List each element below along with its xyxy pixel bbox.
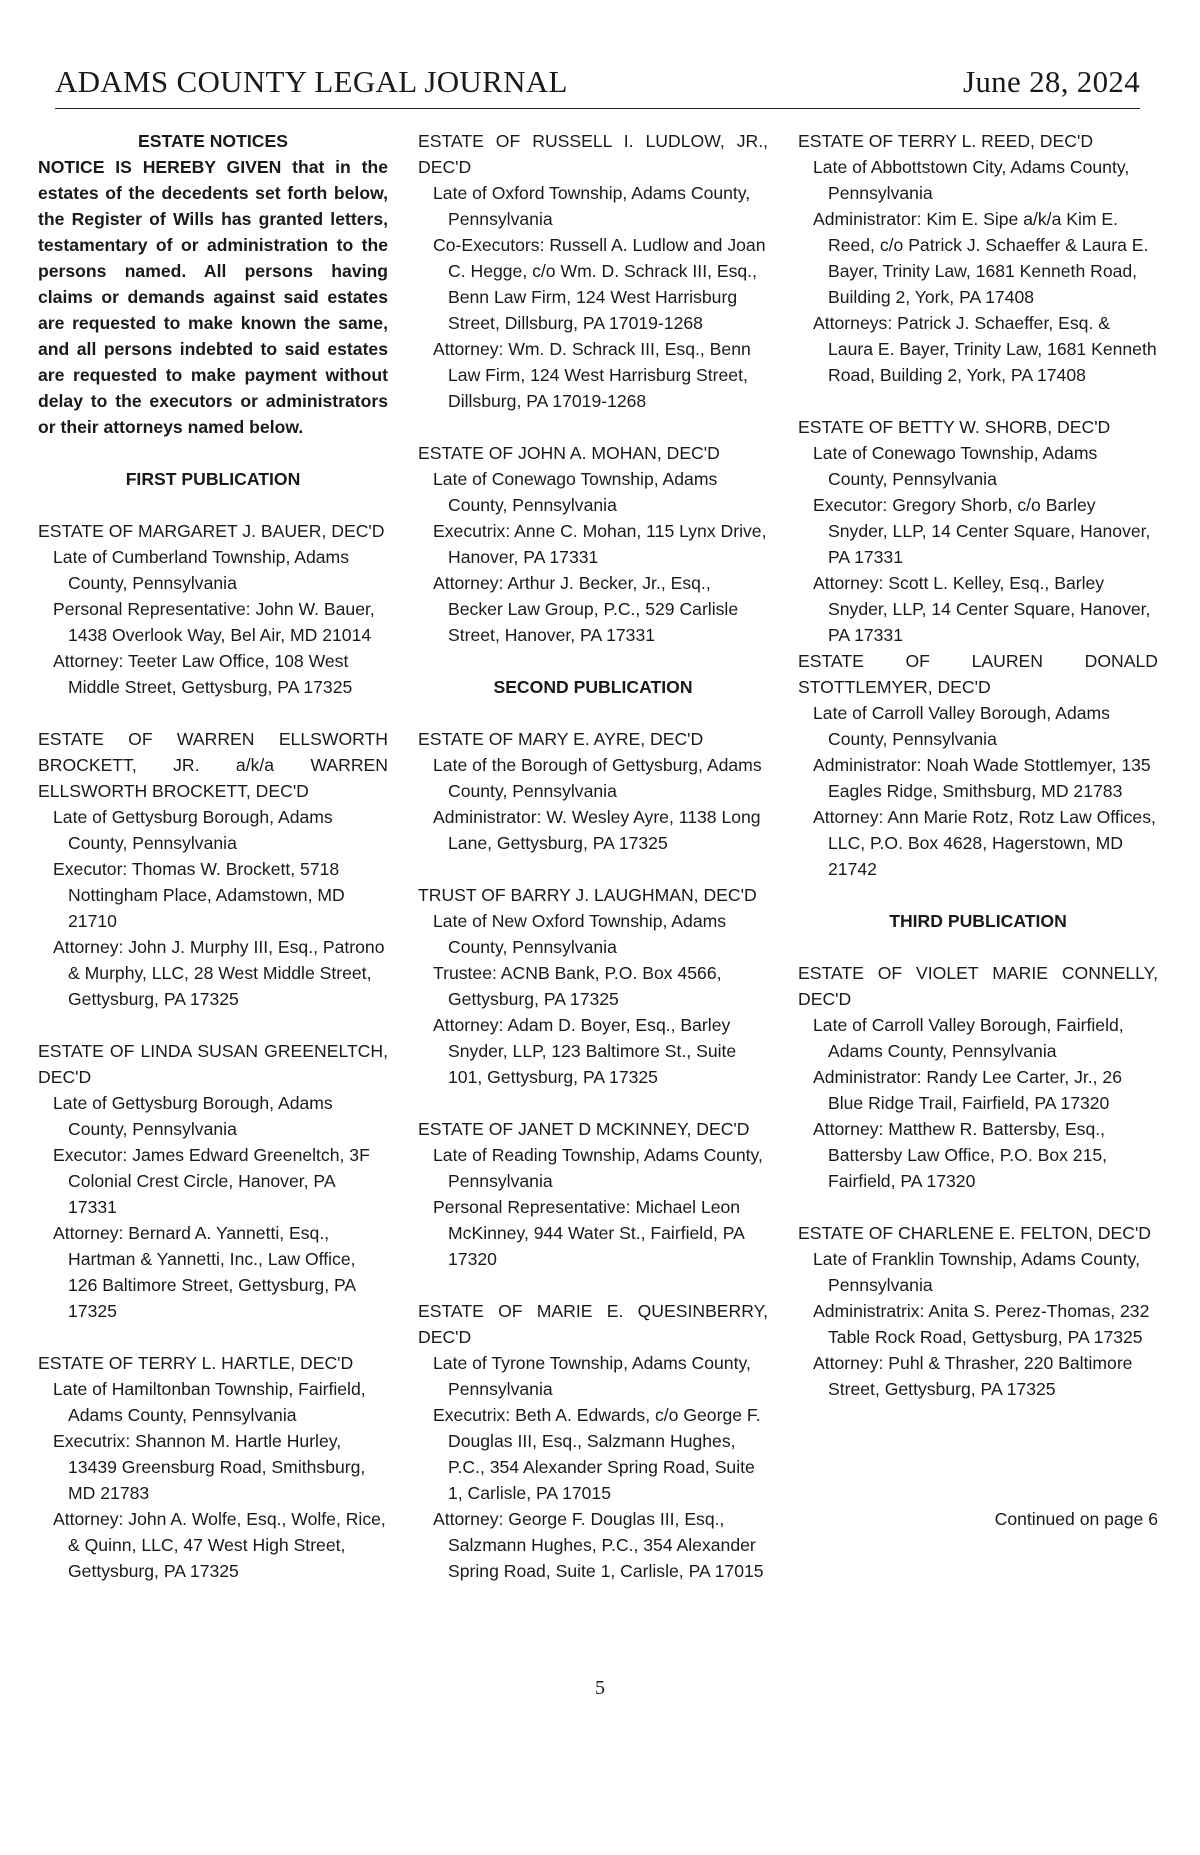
column-1 — [38, 128, 388, 1584]
estate-notice — [798, 648, 1158, 882]
estate-title: ESTATE OF MARGARET J. BAUER, DEC'D — [38, 521, 385, 541]
estate-notice — [798, 960, 1158, 1194]
column-2 — [418, 128, 768, 1584]
estate-residence: Late of Conewago Township, Adams County, Pennsylvania — [433, 469, 718, 515]
estate-residence: Late of Oxford Township, Adams County, Pennsylvania — [433, 183, 751, 229]
estate-representative: Administrator: W. Wesley Ayre, 1138 Long Lane, Gettysburg, PA 17325 — [433, 807, 761, 853]
estate-notice — [418, 882, 768, 1090]
estate-representative: Executor: James Edward Greeneltch, 3F Colonial Crest Circle, Hanover, PA 17331 — [53, 1145, 370, 1217]
estate-residence: Late of Carroll Valley Borough, Fairfield, Adams County, Pennsylvania — [813, 1015, 1124, 1061]
estate-representative: Executor: Gregory Shorb, c/o Barley Snyder, LLP, 14 Center Square, Hanover, PA 17331 — [813, 495, 1151, 567]
estate-attorney: Attorney: John J. Murphy III, Esq., Patrono & Murphy, LLC, 28 West Middle Street, Gettysburg, PA 17325 — [53, 937, 385, 1009]
masthead — [55, 62, 1140, 109]
estate-residence: Late of Tyrone Township, Adams County, Pennsylvania — [433, 1353, 751, 1399]
estate-notice — [38, 518, 388, 700]
estate-title: ESTATE OF LINDA SUSAN GREENELTCH, DEC'D — [38, 1041, 388, 1087]
estate-residence: Late of the Borough of Gettysburg, Adams County, Pennsylvania — [433, 755, 762, 801]
estate-notice — [418, 1116, 768, 1272]
estate-attorney: Attorneys: Patrick J. Schaeffer, Esq. & Laura E. Bayer, Trinity Law, 1681 Kenneth Road, Building 2, York, PA 17408 — [813, 313, 1157, 385]
page-number: 5 — [595, 1677, 605, 1699]
estate-attorney: Attorney: Teeter Law Office, 108 West Middle Street, Gettysburg, PA 17325 — [53, 651, 353, 697]
estate-notice — [798, 414, 1158, 648]
estate-title: TRUST OF BARRY J. LAUGHMAN, DEC'D — [418, 885, 757, 905]
estate-residence: Late of New Oxford Township, Adams County, Pennsylvania — [433, 911, 727, 957]
estate-representative: Executor: Thomas W. Brockett, 5718 Nottingham Place, Adamstown, MD 21710 — [53, 859, 345, 931]
second-publication-heading: SECOND PUBLICATION — [493, 677, 693, 697]
estate-attorney: Attorney: Bernard A. Yannetti, Esq., Hartman & Yannetti, Inc., Law Office, 126 Baltimore Street, Gettysburg, PA 17325 — [53, 1223, 356, 1321]
estate-title: ESTATE OF LAUREN DONALD STOTTLEMYER, DEC'D — [798, 651, 1158, 697]
estate-representative: Executrix: Beth A. Edwards, c/o George F. Douglas III, Esq., Salzmann Hughes, P.C., 354 Alexander Spring Road, Suite 1, Carlisle, PA 17015 — [433, 1405, 761, 1503]
estate-residence: Late of Cumberland Township, Adams County, Pennsylvania — [53, 547, 350, 593]
estate-notice — [38, 1350, 388, 1584]
estate-notices-heading: ESTATE NOTICES — [138, 131, 288, 151]
estate-attorney: Attorney: Scott L. Kelley, Esq., Barley Snyder, LLP, 14 Center Square, Hanover, PA 17331 — [813, 573, 1151, 645]
estate-attorney: Attorney: Wm. D. Schrack III, Esq., Benn Law Firm, 124 West Harrisburg Street, Dillsburg, PA 17019-1268 — [433, 339, 751, 411]
estate-residence: Late of Reading Township, Adams County, Pennsylvania — [433, 1145, 763, 1191]
estate-title: ESTATE OF BETTY W. SHORB, DEC'D — [798, 417, 1111, 437]
estate-title: ESTATE OF JOHN A. MOHAN, DEC'D — [418, 443, 720, 463]
estate-notice — [38, 1038, 388, 1324]
estate-representative: Administratrix: Anita S. Perez-Thomas, 232 Table Rock Road, Gettysburg, PA 17325 — [813, 1301, 1150, 1347]
issue-date: June 28, 2024 — [963, 64, 1140, 99]
estate-title: ESTATE OF RUSSELL I. LUDLOW, JR., DEC'D — [418, 131, 768, 177]
estate-residence: Late of Conewago Township, Adams County, Pennsylvania — [813, 443, 1098, 489]
estate-attorney: Attorney: Arthur J. Becker, Jr., Esq., Becker Law Group, P.C., 529 Carlisle Street, Hanover, PA 17331 — [433, 573, 739, 645]
third-publication-heading: THIRD PUBLICATION — [889, 911, 1067, 931]
estate-attorney: Attorney: Puhl & Thrasher, 220 Baltimore Street, Gettysburg, PA 17325 — [813, 1353, 1133, 1399]
estate-title: ESTATE OF MARY E. AYRE, DEC'D — [418, 729, 704, 749]
estate-representative: Personal Representative: John W. Bauer, 1438 Overlook Way, Bel Air, MD 21014 — [53, 599, 375, 645]
estate-residence: Late of Hamiltonban Township, Fairfield, Adams County, Pennsylvania — [53, 1379, 366, 1425]
estate-representative: Administrator: Kim E. Sipe a/k/a Kim E. Reed, c/o Patrick J. Schaeffer & Laura E. Bayer, Trinity Law, 1681 Kenneth Road, Building 2, York, PA 17408 — [813, 209, 1149, 307]
estate-title: ESTATE OF WARREN ELLSWORTH BROCKETT, JR. a/k/a WARREN ELLSWORTH BROCKETT, DEC'D — [38, 729, 388, 801]
estate-representative: Administrator: Randy Lee Carter, Jr., 26 Blue Ridge Trail, Fairfield, PA 17320 — [813, 1067, 1123, 1113]
estate-notice — [798, 128, 1158, 388]
estate-title: ESTATE OF TERRY L. HARTLE, DEC'D — [38, 1353, 354, 1373]
estate-attorney: Attorney: Adam D. Boyer, Esq., Barley Snyder, LLP, 123 Baltimore St., Suite 101, Gettysburg, PA 17325 — [433, 1015, 737, 1087]
estate-residence: Late of Franklin Township, Adams County, Pennsylvania — [813, 1249, 1140, 1295]
estate-notice — [418, 128, 768, 414]
estate-representative: Executrix: Anne C. Mohan, 115 Lynx Drive, Hanover, PA 17331 — [433, 521, 767, 567]
estate-title: ESTATE OF MARIE E. QUESINBERRY, DEC'D — [418, 1301, 768, 1347]
estate-notice — [418, 1298, 768, 1584]
estate-representative: Administrator: Noah Wade Stottlemyer, 135 Eagles Ridge, Smithsburg, MD 21783 — [813, 755, 1151, 801]
estate-notice — [418, 726, 768, 856]
estate-residence: Late of Abbottstown City, Adams County, Pennsylvania — [813, 157, 1130, 203]
estate-representative: Executrix: Shannon M. Hartle Hurley, 13439 Greensburg Road, Smithsburg, MD 21783 — [53, 1431, 366, 1503]
estate-representative: Personal Representative: Michael Leon McKinney, 944 Water St., Fairfield, PA 17320 — [433, 1197, 744, 1269]
first-publication-heading: FIRST PUBLICATION — [125, 469, 301, 489]
continued-note: Continued on page 6 — [994, 1509, 1158, 1529]
journal-title: ADAMS COUNTY LEGAL JOURNAL — [55, 64, 568, 99]
estate-title: ESTATE OF TERRY L. REED, DEC'D — [798, 131, 1094, 151]
estate-representative: Co-Executors: Russell A. Ludlow and Joan C. Hegge, c/o Wm. D. Schrack III, Esq., Benn Law Firm, 124 West Harrisburg Street, Dillsburg, PA 17019-1268 — [433, 235, 766, 333]
notice-paragraph: NOTICE IS HEREBY GIVEN that in the estates of the decedents set forth below, the Register of Wills has granted letters, testamentary of or administration to the persons named. All persons having claims or demands against said estates are requested to make known the same, and all persons indebted to said estates are requested to make payment without delay to the executors or administrators or their attorneys named below. — [38, 157, 388, 437]
estate-title: ESTATE OF VIOLET MARIE CONNELLY, DEC'D — [798, 963, 1158, 1009]
estate-residence: Late of Gettysburg Borough, Adams County, Pennsylvania — [53, 807, 333, 853]
column-3 — [798, 128, 1158, 1550]
estate-attorney: Attorney: Ann Marie Rotz, Rotz Law Offices, LLC, P.O. Box 4628, Hagerstown, MD 21742 — [813, 807, 1156, 879]
estate-attorney: Attorney: George F. Douglas III, Esq., Salzmann Hughes, P.C., 354 Alexander Spring Road, Suite 1, Carlisle, PA 17015 — [433, 1509, 764, 1581]
estate-notice — [418, 440, 768, 648]
estate-attorney: Attorney: John A. Wolfe, Esq., Wolfe, Rice, & Quinn, LLC, 47 West High Street, Gettysburg, PA 17325 — [53, 1509, 386, 1581]
estate-representative: Trustee: ACNB Bank, P.O. Box 4566, Gettysburg, PA 17325 — [433, 963, 722, 1009]
estate-title: ESTATE OF CHARLENE E. FELTON, DEC'D — [798, 1223, 1152, 1243]
estate-notice — [798, 1220, 1158, 1402]
estate-notice — [38, 726, 388, 1012]
estate-residence: Late of Gettysburg Borough, Adams County, Pennsylvania — [53, 1093, 333, 1139]
estate-title: ESTATE OF JANET D MCKINNEY, DEC'D — [418, 1119, 750, 1139]
estate-residence: Late of Carroll Valley Borough, Adams County, Pennsylvania — [813, 703, 1110, 749]
estate-attorney: Attorney: Matthew R. Battersby, Esq., Battersby Law Office, P.O. Box 215, Fairfield, PA 17320 — [813, 1119, 1108, 1191]
